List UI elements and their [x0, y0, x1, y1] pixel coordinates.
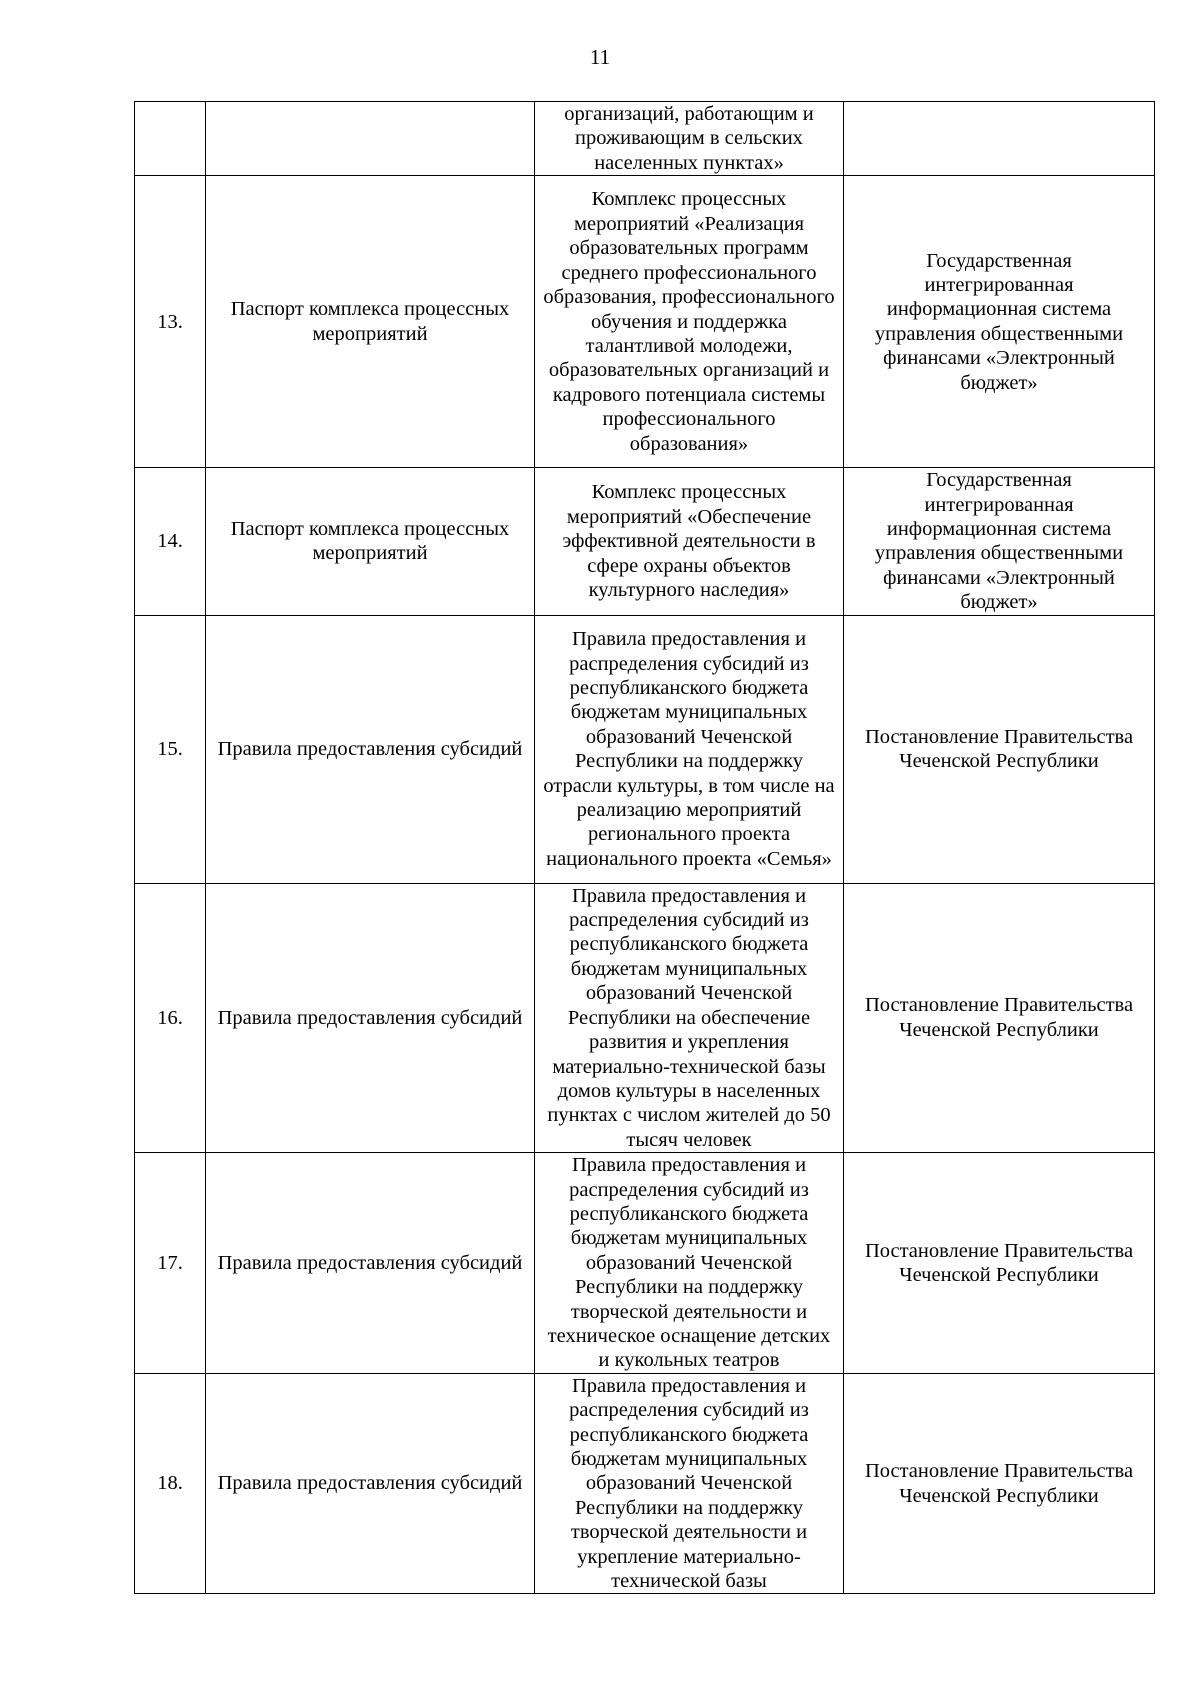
document-name-cell: Правила предоставления и распределения субсидий из республиканского бюджета бюджетам муниципальных образований Чеченской Республики на обеспечение развития и укрепления материально-технической базы домов культуры в населенных пунктах с числом жителей до 50 тысяч человек — [535, 883, 844, 1152]
document-type-cell: Правила предоставления субсидий — [206, 1373, 535, 1594]
row-number-cell — [135, 102, 206, 176]
table-row — [135, 1373, 1155, 1594]
row-number-cell: 17. — [135, 1153, 206, 1374]
document-source-cell: Постановление Правительства Чеченской Республики — [844, 883, 1155, 1152]
table-row — [135, 883, 1155, 1152]
row-number-cell: 15. — [135, 615, 206, 883]
document-name-cell: Комплекс процессных мероприятий «Обеспечение эффективной деятельности в сфере охраны объектов культурного наследия» — [535, 468, 844, 615]
row-number-cell: 14. — [135, 468, 206, 615]
document-type-cell: Правила предоставления субсидий — [206, 883, 535, 1152]
row-number-cell: 13. — [135, 176, 206, 468]
document-source-cell: Постановление Правительства Чеченской Республики — [844, 1373, 1155, 1594]
document-type-cell — [206, 102, 535, 176]
document-type-cell: Правила предоставления субсидий — [206, 615, 535, 883]
document-name-cell: Правила предоставления и распределения субсидий из республиканского бюджета бюджетам муниципальных образований Чеченской Республики на поддержку отрасли культуры, в том числе на реализацию мероприятий регионального проекта национального проекта «Семья» — [535, 615, 844, 883]
document-type-cell: Паспорт комплекса процессных мероприятий — [206, 176, 535, 468]
document-type-cell: Правила предоставления субсидий — [206, 1153, 535, 1374]
document-source-cell: Государственная интегрированная информационная система управления общественными финансами «Электронный бюджет» — [844, 176, 1155, 468]
document-name-cell: Правила предоставления и распределения субсидий из республиканского бюджета бюджетам муниципальных образований Чеченской Республики на поддержку творческой деятельности и техническое оснащение детских и кукольных театров — [535, 1153, 844, 1374]
table-row — [135, 615, 1155, 883]
page-number: 11 — [589, 45, 611, 69]
document-source-cell — [844, 102, 1155, 176]
document-table — [134, 101, 1155, 1594]
table-row — [135, 1153, 1155, 1374]
document-name-cell: организаций, работающим и проживающим в сельских населенных пунктах» — [535, 102, 844, 176]
row-number-cell: 18. — [135, 1373, 206, 1594]
table-row — [135, 102, 1155, 176]
table-row — [135, 468, 1155, 615]
document-name-cell: Комплекс процессных мероприятий «Реализация образовательных программ среднего профессионального образования, профессионального обучения и поддержка талантливой молодежи, образовательных организаций и кадрового потенциала системы профессионального образования» — [535, 176, 844, 468]
row-number-cell: 16. — [135, 883, 206, 1152]
document-type-cell: Паспорт комплекса процессных мероприятий — [206, 468, 535, 615]
document-name-cell: Правила предоставления и распределения субсидий из республиканского бюджета бюджетам муниципальных образований Чеченской Республики на поддержку творческой деятельности и укрепление материально-технической базы — [535, 1373, 844, 1594]
document-source-cell: Государственная интегрированная информационная система управления общественными финансами «Электронный бюджет» — [844, 468, 1155, 615]
document-source-cell: Постановление Правительства Чеченской Республики — [844, 1153, 1155, 1374]
document-source-cell: Постановление Правительства Чеченской Республики — [844, 615, 1155, 883]
table-row — [135, 176, 1155, 468]
